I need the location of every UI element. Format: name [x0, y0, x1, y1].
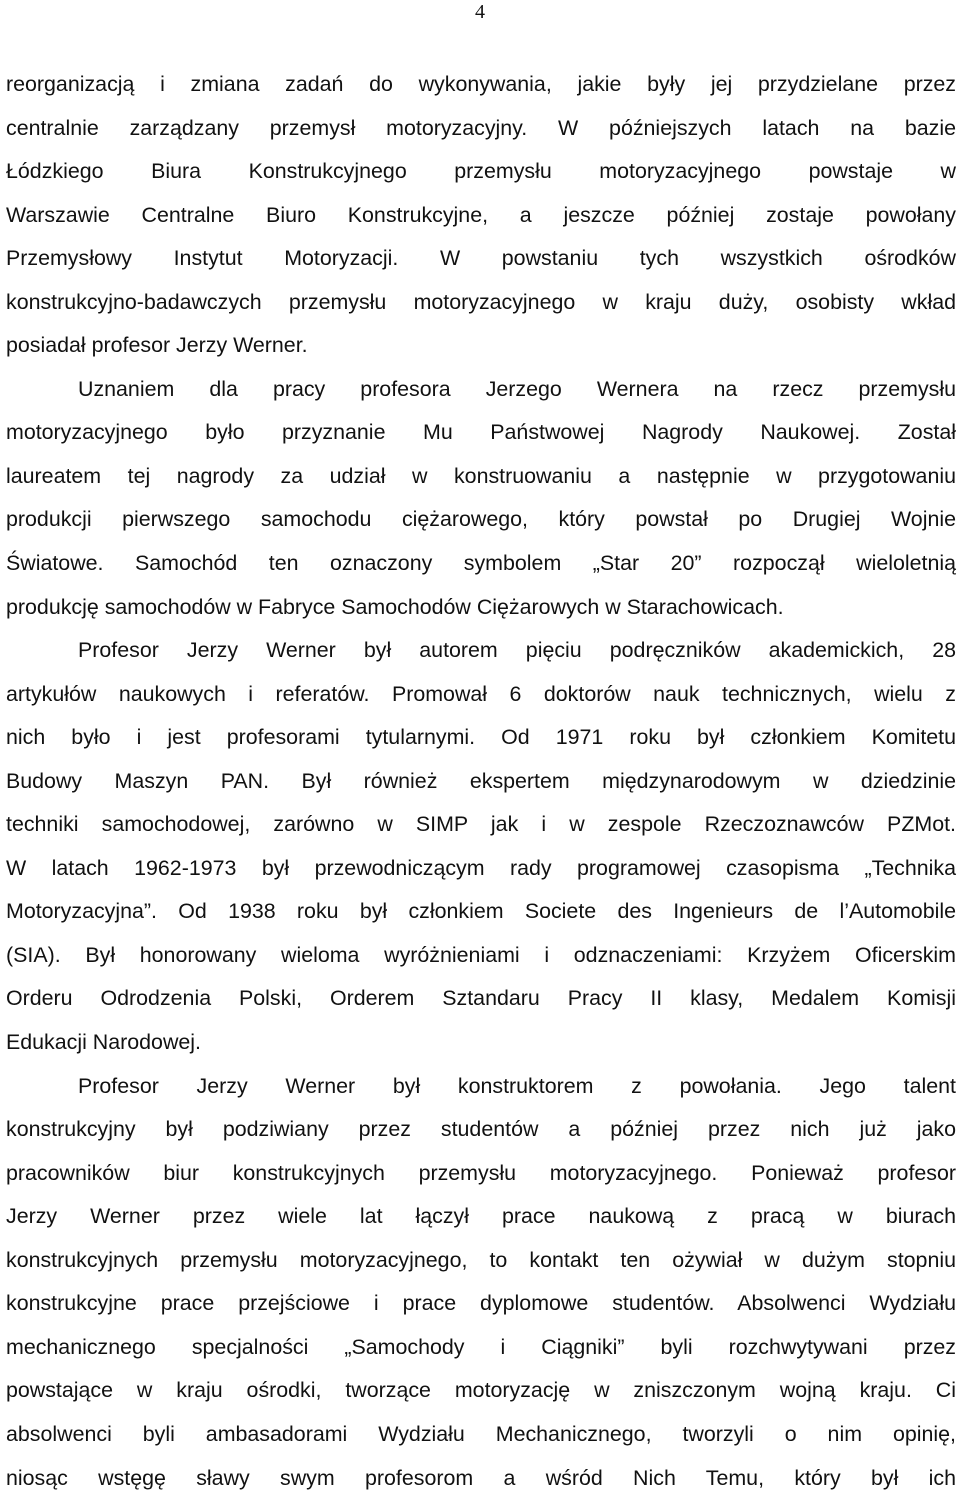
text-line: reorganizacją i zmiana zadań do wykonywania, jakie były jej przydzielane przez: [6, 63, 956, 107]
text-line: Motoryzacyjna”. Od 1938 roku był członkiem Societe des Ingenieurs de l’Automobile: [6, 890, 956, 934]
text-line: absolwenci byli ambasadorami Wydziału Mechanicznego, tworzyli o nim opinię,: [6, 1413, 956, 1457]
text-line: motoryzacyjnego było przyznanie Mu Państwowej Nagrody Naukowej. Został: [6, 411, 956, 455]
text-line: W latach 1962-1973 był przewodniczącym rady programowej czasopisma „Technika: [6, 847, 956, 891]
text-line: konstrukcyjne prace przejściowe i prace dyplomowe studentów. Absolwenci Wydziału: [6, 1282, 956, 1326]
text-line: produkcję samochodów w Fabryce Samochodów Ciężarowych w Starachowicach.: [6, 586, 956, 630]
text-line: laureatem tej nagrody za udział w konstruowaniu a następnie w przygotowaniu: [6, 455, 956, 499]
text-line: Orderu Odrodzenia Polski, Orderem Sztandaru Pracy II klasy, Medalem Komisji: [6, 977, 956, 1021]
text-line: nich było i jest profesorami tytularnymi. Od 1971 roku był członkiem Komitetu: [6, 716, 956, 760]
text-line: konstrukcyjnych przemysłu motoryzacyjnego, to kontakt ten ożywiał w dużym stopniu: [6, 1239, 956, 1283]
text-line: Warszawie Centralne Biuro Konstrukcyjne, a jeszcze później zostaje powołany: [6, 194, 956, 238]
text-line: Profesor Jerzy Werner był autorem pięciu podręczników akademickich, 28: [6, 629, 956, 673]
body-text: [6, 63, 956, 1500]
text-line: Łódzkiego Biura Konstrukcyjnego przemysłu motoryzacyjnego powstaje w: [6, 150, 956, 194]
text-line: Przemysłowy Instytut Motoryzacji. W powstaniu tych wszystkich ośrodków: [6, 237, 956, 281]
text-line: konstrukcyjno-badawczych przemysłu motoryzacyjnego w kraju duży, osobisty wkład: [6, 281, 956, 325]
text-line: konstrukcyjny był podziwiany przez studentów a później przez nich już jako: [6, 1108, 956, 1152]
text-line: Jerzy Werner przez wiele lat łączył prace naukową z pracą w biurach: [6, 1195, 956, 1239]
text-line: Budowy Maszyn PAN. Był również ekspertem międzynarodowym w dziedzinie: [6, 760, 956, 804]
text-line: powstające w kraju ośrodki, tworzące motoryzację w zniszczonym wojną kraju. Ci: [6, 1369, 956, 1413]
text-line: centralnie zarządzany przemysł motoryzacyjny. W późniejszych latach na bazie: [6, 107, 956, 151]
text-line: Edukacji Narodowej.: [6, 1021, 956, 1065]
text-line: posiadał profesor Jerzy Werner.: [6, 324, 956, 368]
text-line: Uznaniem dla pracy profesora Jerzego Wernera na rzecz przemysłu: [6, 368, 956, 412]
text-line: (SIA). Był honorowany wieloma wyróżnieniami i odznaczeniami: Krzyżem Oficerskim: [6, 934, 956, 978]
text-line: pracowników biur konstrukcyjnych przemysłu motoryzacyjnego. Ponieważ profesor: [6, 1152, 956, 1196]
text-line: Światowe. Samochód ten oznaczony symbolem „Star 20” rozpoczął wieloletnią: [6, 542, 956, 586]
text-line: techniki samochodowej, zarówno w SIMP jak i w zespole Rzeczoznawców PZMot.: [6, 803, 956, 847]
text-line: niosąc wstęgę sławy swym profesorom a wśród Nich Temu, który był ich: [6, 1457, 956, 1500]
text-line: mechanicznego specjalności „Samochody i Ciągniki” byli rozchwytywani przez: [6, 1326, 956, 1370]
text-line: produkcji pierwszego samochodu ciężarowego, który powstał po Drugiej Wojnie: [6, 498, 956, 542]
text-line: Profesor Jerzy Werner był konstruktorem z powołania. Jego talent: [6, 1065, 956, 1109]
page-number: 4: [470, 0, 490, 24]
text-line: artykułów naukowych i referatów. Promował 6 doktorów nauk technicznych, wielu z: [6, 673, 956, 717]
